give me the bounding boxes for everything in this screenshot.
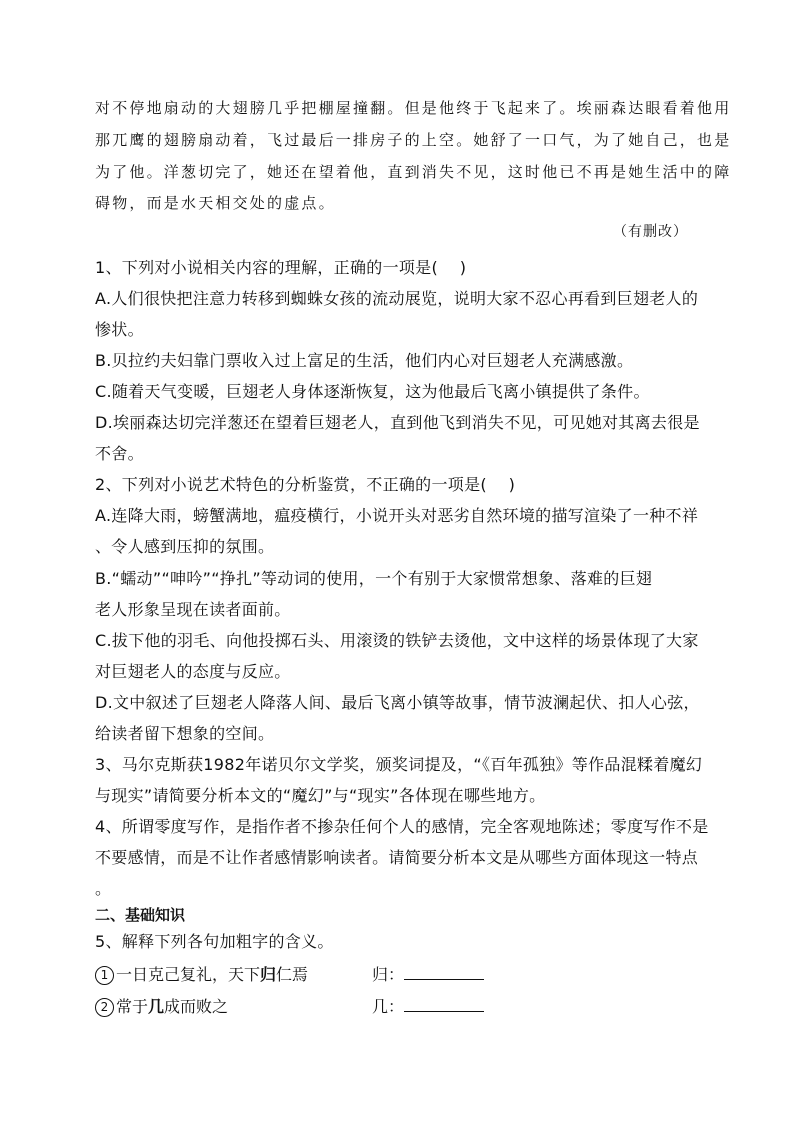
answer-blank[interactable] xyxy=(404,997,484,1012)
section-title: 二、基础知识 xyxy=(95,906,186,924)
question-2-option-b-cont: 老人形象呈现在读者面前。 xyxy=(95,600,291,619)
question-1-option-b: B.贝拉约夫妇靠门票收入过上富足的生活，他们内心对巨翅老人充满感激。 xyxy=(95,351,634,370)
question-2-option-a-cont: 、令人感到压抑的氛围。 xyxy=(95,537,275,556)
question-2-option-d: D.文中叙述了巨翅老人降落人间、最后飞离小镇等故事，情节波澜起伏、扣人心弦， xyxy=(95,693,700,712)
question-4-stem-cont: 不要感情，而是不让作者感情影响读者。请简要分析本文是从哪些方面体现这一特点 xyxy=(95,848,699,867)
answer-label: 几： xyxy=(372,997,405,1016)
question-1-option-d: D.埃丽森达切完洋葱还在望着巨翅老人，直到他飞到消失不见，可见她对其离去很是 xyxy=(95,413,700,432)
fill-item-2 xyxy=(95,994,228,1017)
source-note: （有删改） xyxy=(613,224,688,240)
answer-slot-1 xyxy=(372,962,484,985)
question-3-stem: 3、马尔克斯获1982年诺贝尔文学奖，颁奖词提及，“《百年孤独》等作品混糅着魔幻 xyxy=(95,755,703,774)
answer-slot-2 xyxy=(372,994,484,1017)
question-5-stem: 5、解释下列各句加粗字的含义。 xyxy=(95,932,334,951)
question-3-stem-cont: 与现实”请简要分析本文的“魔幻”与“现实”各体现在哪些地方。 xyxy=(95,786,546,805)
sentence-text: 仁焉 xyxy=(276,965,309,984)
question-1-stem: 1、下列对小说相关内容的理解，正确的一项是( ) xyxy=(95,258,467,277)
passage-line: 碍物，而是水天相交处的虚点。 xyxy=(95,194,336,212)
circled-number: 1 xyxy=(95,966,114,985)
question-4-stem-end: 。 xyxy=(95,879,112,898)
question-1-option-d-cont: 不舍。 xyxy=(95,444,144,463)
question-1-option-a-cont: 惨状。 xyxy=(95,320,144,339)
sentence-text: 成而败之 xyxy=(164,997,229,1016)
passage-line: 为了他。洋葱切完了，她还在望着他，直到消失不见，这时他已不再是她生活中的障 xyxy=(95,163,732,181)
passage-line: 那兀鹰的翅膀扇动着，飞过最后一排房子的上空。她舒了一口气，为了她自己，也是 xyxy=(95,131,732,149)
sentence-text: 一日克己复礼，天下 xyxy=(116,965,261,984)
bold-character: 几 xyxy=(148,997,165,1016)
sentence-text: 常于 xyxy=(116,997,149,1016)
question-2-option-d-cont: 给读者留下想象的空间。 xyxy=(95,724,275,743)
question-2-option-b: B.“蠕动”“呻吟”“挣扎”等动词的使用，一个有别于大家惯常想象、落难的巨翅 xyxy=(95,569,653,588)
question-2-option-a: A.连降大雨，螃蟹满地，瘟疫横行，小说开头对恶劣自然环境的描写渲染了一种不祥 xyxy=(95,506,699,525)
question-2-option-c-cont: 对巨翅老人的态度与反应。 xyxy=(95,662,291,681)
circled-number: 2 xyxy=(95,998,114,1017)
question-4-stem: 4、所谓零度写作，是指作者不掺杂任何个人的感情，完全客观地陈述；零度写作不是 xyxy=(95,817,709,836)
question-1-option-c: C.随着天气变暖，巨翅老人身体逐渐恢复，这为他最后飞离小镇提供了条件。 xyxy=(95,382,650,401)
answer-label: 归： xyxy=(372,965,405,984)
answer-blank[interactable] xyxy=(404,965,484,980)
question-2-option-c: C.拔下他的羽毛、向他投掷石头、用滚烫的铁铲去烫他，文中这样的场景体现了大家 xyxy=(95,631,699,650)
question-1-option-a: A.人们很快把注意力转移到蜘蛛女孩的流动展览，说明大家不忍心再看到巨翅老人的 xyxy=(95,289,699,308)
fill-item-1 xyxy=(95,962,308,985)
question-2-stem: 2、下列对小说艺术特色的分析鉴赏，不正确的一项是( ) xyxy=(95,475,516,494)
bold-character: 归 xyxy=(260,965,277,984)
passage-line: 对不停地扇动的大翅膀几乎把棚屋撞翻。但是他终于飞起来了。埃丽森达眼看着他用 xyxy=(95,99,732,117)
